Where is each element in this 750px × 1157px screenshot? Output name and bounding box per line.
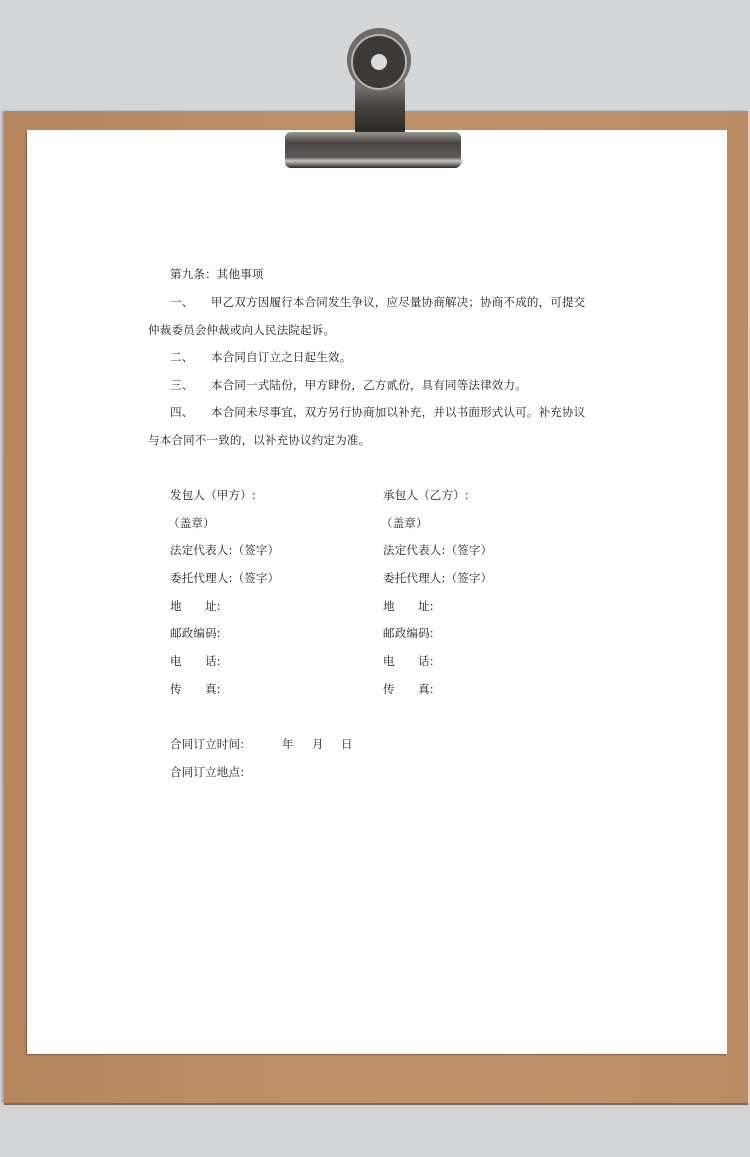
clause-text: 本合同一式陆份，甲方肆份，乙方贰份，具有同等法律效力。	[211, 378, 527, 392]
party-b-postcode: 邮政编码:	[383, 626, 434, 640]
clause-text: 本合同未尽事宜，双方另行协商加以补充，并以书面形式认可。补充协议	[211, 405, 586, 419]
clause-number: 三、	[170, 378, 194, 392]
clause-number: 二、	[170, 350, 194, 364]
section-title: 第九条：其他事项	[170, 267, 264, 281]
party-a-title: 发包人（甲方）:	[170, 488, 256, 502]
clause-text: 与本合同不一致的，以补充协议约定为准。	[148, 433, 371, 447]
party-b-fax: 传 真:	[383, 682, 434, 696]
party-b-agent: 委托代理人:（签字）	[383, 571, 493, 585]
binder-clip-icon	[283, 22, 463, 172]
party-a-fax: 传 真:	[170, 682, 221, 696]
party-b-address: 地 址:	[383, 599, 434, 613]
clause-number: 一、	[170, 295, 194, 309]
clause-text: 本合同自订立之日起生效。	[211, 350, 352, 364]
signing-year: 年	[282, 737, 294, 751]
party-a-seal: （盖章）	[168, 516, 215, 530]
signing-day: 日	[341, 737, 353, 751]
clause-text: 甲乙双方因履行本合同发生争议，应尽量协商解决；协商不成的，可提交	[211, 295, 586, 309]
signing-time-label: 合同订立时间:	[170, 737, 245, 751]
clause-number: 四、	[170, 405, 194, 419]
contract-page	[27, 130, 727, 1054]
party-b-seal: （盖章）	[381, 516, 428, 530]
party-a-postcode: 邮政编码:	[170, 626, 221, 640]
party-a-address: 地 址:	[170, 599, 221, 613]
clause-text: 仲裁委员会仲裁或向人民法院起诉。	[148, 323, 336, 337]
signing-place-label: 合同订立地点:	[170, 765, 245, 779]
party-a-phone: 电 话:	[170, 654, 221, 668]
signing-month: 月	[312, 737, 324, 751]
party-a-agent: 委托代理人:（签字）	[170, 571, 280, 585]
party-b-phone: 电 话:	[383, 654, 434, 668]
party-a-legal-rep: 法定代表人:（签字）	[170, 543, 280, 557]
party-b-legal-rep: 法定代表人:（签字）	[383, 543, 493, 557]
party-b-title: 承包人（乙方）:	[383, 488, 469, 502]
